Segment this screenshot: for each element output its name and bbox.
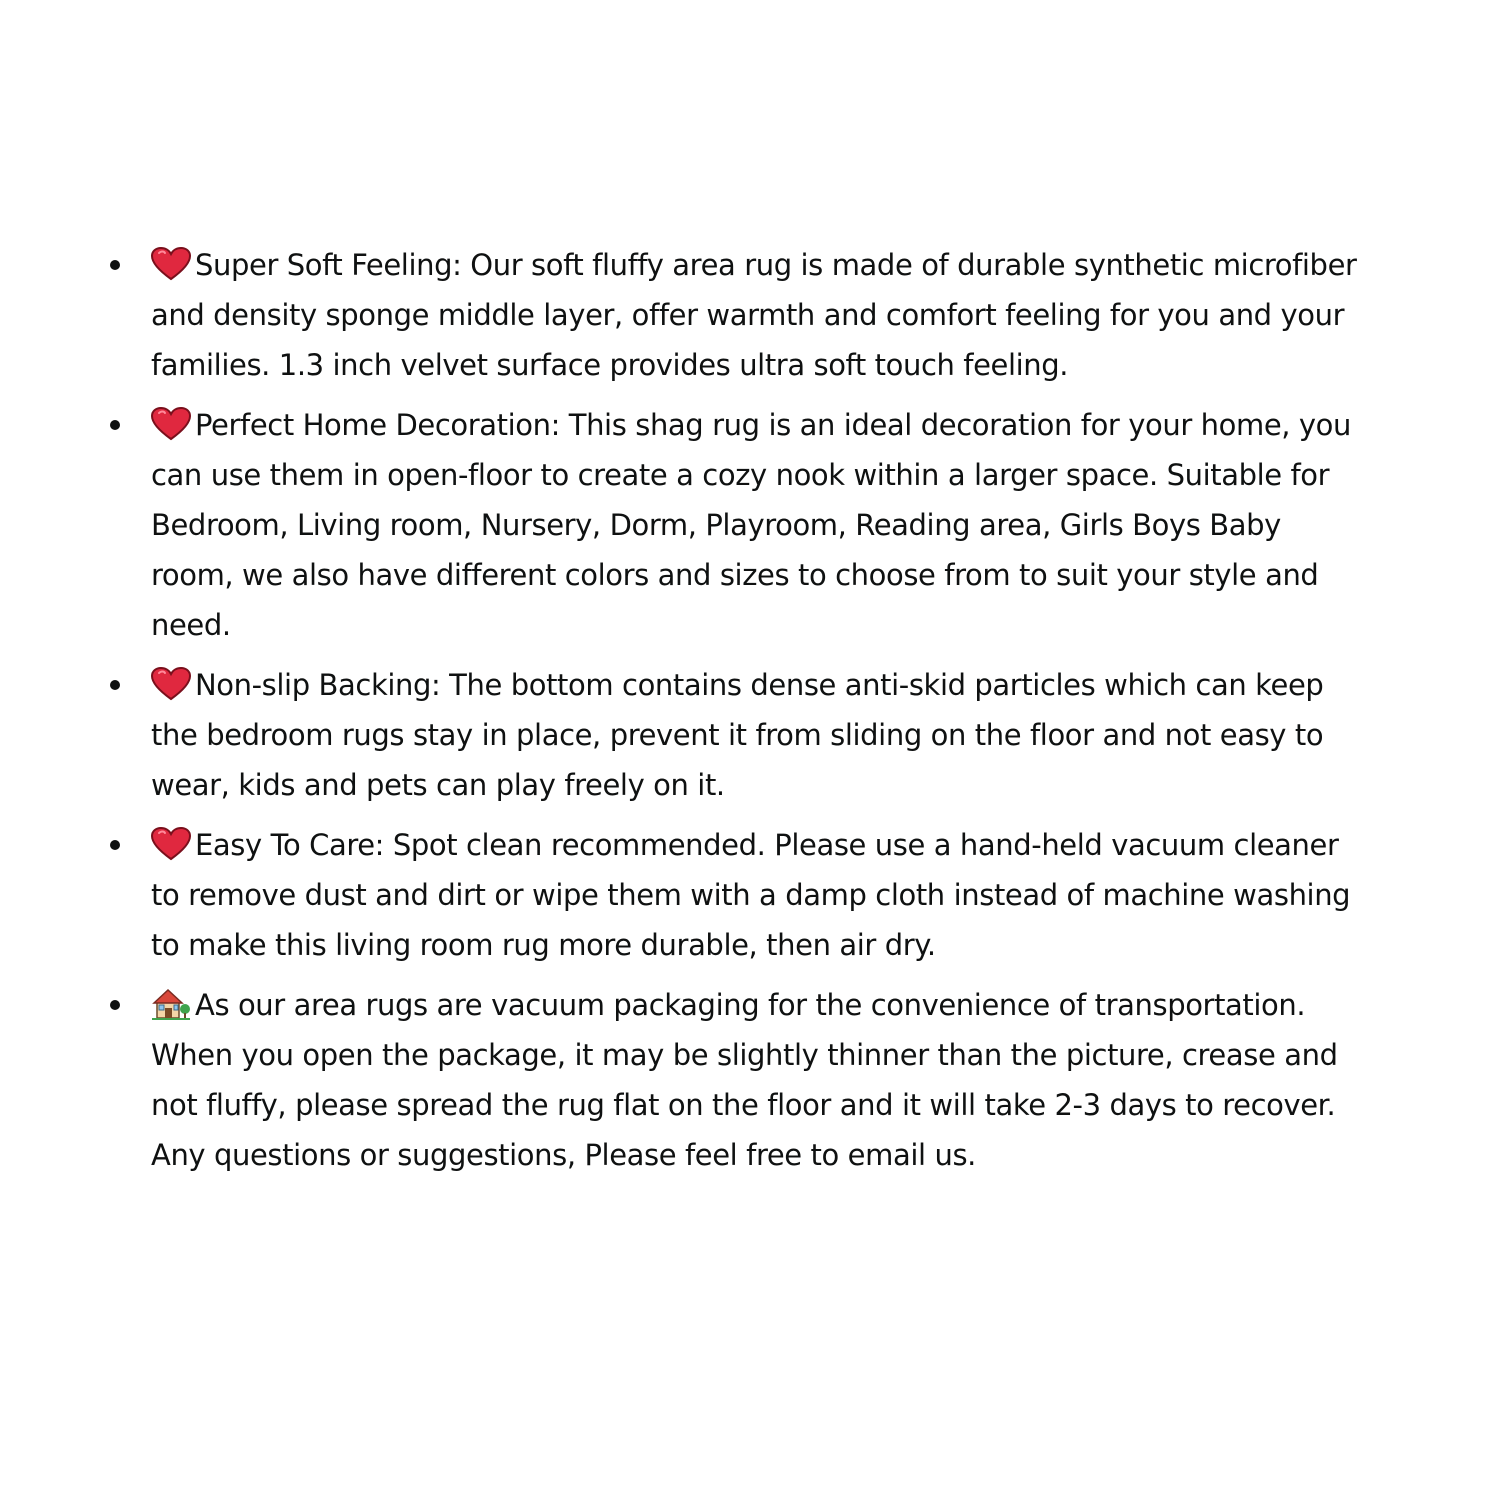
bullet-super-soft-feeling bbox=[110, 240, 1360, 390]
house-with-garden-icon bbox=[151, 987, 191, 1021]
bullet-dot bbox=[110, 260, 120, 270]
bullet-vacuum-packaging bbox=[110, 980, 1360, 1180]
bullet-text: Non-slip Backing: The bottom contains dense anti-skid particles which can keep the bedroom rugs stay in place, prevent it from sliding on the floor and not easy to wear, kids and pets can play freely on it. bbox=[151, 668, 1324, 802]
bullet-dot bbox=[110, 420, 120, 430]
bullet-text: As our area rugs are vacuum packaging for the convenience of transportation. When you open the package, it may be slightly thinner than the picture, crease and not fluffy, please spread the rug flat on the floor and it will take 2-3 days to recover. Any questions or suggestions, Please feel free to email us. bbox=[151, 988, 1338, 1172]
bullet-text: Super Soft Feeling: Our soft fluffy area rug is made of durable synthetic microfiber and density sponge middle layer, offer warmth and comfort feeling for you and your families. 1.3 inch velvet surface provides ultra soft touch feeling. bbox=[151, 248, 1357, 382]
bullet-dot bbox=[110, 680, 120, 690]
bullet-non-slip-backing bbox=[110, 660, 1360, 810]
bullet-text: Perfect Home Decoration: This shag rug is an ideal decoration for your home, you can use them in open-floor to create a cozy nook within a larger space. Suitable for Bedroom, Living room, Nursery, Dorm, Playroom, Reading area, Girls Boys Baby room, we also have different colors and sizes to choose from to suit your style and need. bbox=[151, 408, 1352, 642]
red-heart-icon bbox=[151, 247, 191, 281]
bullet-perfect-home-decoration bbox=[110, 400, 1360, 650]
red-heart-icon bbox=[151, 407, 191, 441]
bullet-text: Easy To Care: Spot clean recommended. Please use a hand-held vacuum cleaner to remove dust and dirt or wipe them with a damp cloth instead of machine washing to make this living room rug more durable, then air dry. bbox=[151, 828, 1351, 962]
bullet-dot bbox=[110, 840, 120, 850]
bullet-easy-to-care bbox=[110, 820, 1360, 970]
bullet-dot bbox=[110, 1000, 120, 1010]
feature-bullet-list bbox=[110, 240, 1360, 1190]
red-heart-icon bbox=[151, 827, 191, 861]
red-heart-icon bbox=[151, 667, 191, 701]
